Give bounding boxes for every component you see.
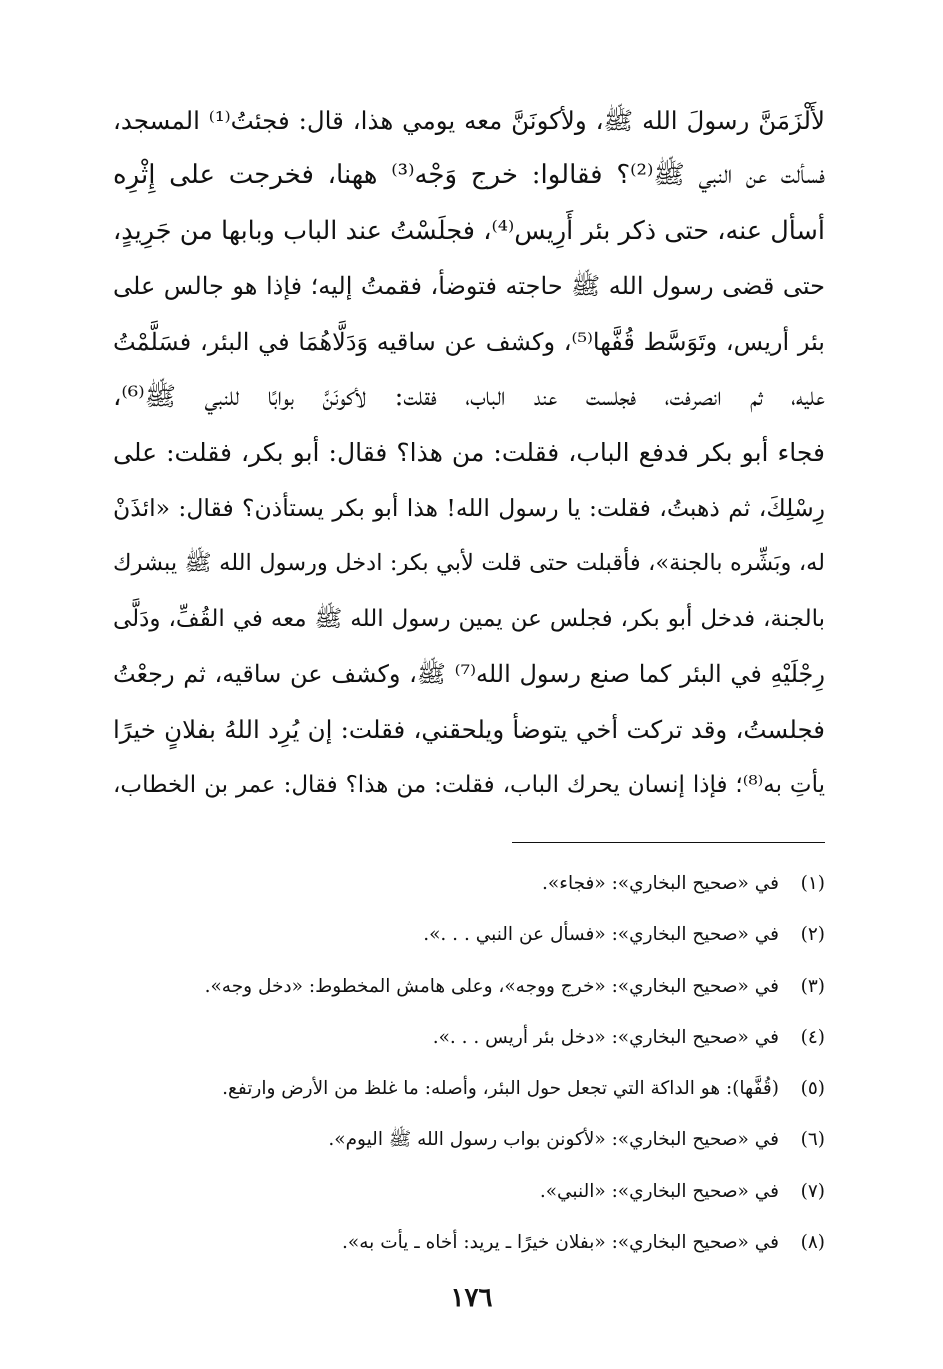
footnote	[113, 1012, 825, 1063]
footnote-text: (قُفَّها): هو الداكة التي تجعل حول البئر، وأصله: ما غلظ من الأرض وارتفع.	[222, 1078, 779, 1100]
text-line: يأتِ به⁽⁸⁾؛ فإذا إنسان يحرك الباب، فقلت: من هذا؟ فقال: عمر بن الخطاب،	[113, 771, 825, 798]
text-line: بالجنة، فدخل أبو بكر، فجلس عن يمين رسول الله ﷺ معه في القُفِّ، ودَلَّى	[113, 605, 825, 632]
footnote-number: (٤)	[800, 1026, 825, 1048]
page-number: ١٧٦	[450, 1283, 493, 1313]
text-line: أسأل عنه، حتى ذكر بئر أَرِيس⁽⁴⁾، فجلَسْتُ عند الباب وبابها من جَرِيدٍ،	[113, 215, 826, 246]
footnote-text: في «صحيح البخاري»: «خرج ووجه»، وعلى هامش المخطوط: «دخل وجه».	[204, 975, 779, 997]
text-line: رِسْلِكَ، ثم ذهبتُ، فقلت: يا رسول الله! هذا أبو بكر يستأذن؟ فقال: «ائذَنْ	[113, 493, 825, 522]
footnote-text: في «صحيح البخاري»: «النبي».	[539, 1180, 779, 1202]
footnote-text: في «صحيح البخاري»: «فجاء».	[542, 873, 779, 894]
text-line: عليه، ثم انصرفت، فجلست عند الباب، فقلت: لأكونَنَّ بوابًا للنبي ﷺ⁽⁶⁾،	[113, 381, 825, 412]
footnotes-block	[113, 858, 825, 1268]
text-line: حتى قضى رسول الله ﷺ حاجته فتوضأ، فقمتُ إليه؛ فإذا هو جالس على	[113, 272, 825, 301]
footnote	[113, 858, 825, 909]
text-line: فجاء أبو بكر فدفع الباب، فقلت: من هذا؟ فقال: أبو بكر، فقلت: على	[113, 438, 825, 468]
text-line: بئر أريس، وتَوَسَّط قُفَّها⁽⁵⁾، وكشف عن ساقيه وَدَلَّاهُمَا في البئر، فسَلَّمْتُ	[113, 327, 825, 356]
footnote-number: (٨)	[800, 1232, 825, 1254]
footnote	[113, 1166, 825, 1217]
main-text-block	[113, 93, 825, 813]
footnote-number: (٢)	[800, 924, 825, 946]
footnote	[113, 1063, 825, 1114]
footnote-number: (٥)	[800, 1078, 825, 1100]
footnote	[113, 961, 825, 1012]
footnote-text: في «صحيح البخاري»: «بفلان خيرًا ـ يريد: أخاه ـ يأت به».	[342, 1232, 779, 1254]
footnote	[113, 909, 825, 960]
footnote-number: (٧)	[800, 1180, 825, 1202]
footnote-separator	[512, 842, 825, 843]
footnote	[113, 1217, 825, 1268]
footnote	[113, 1114, 825, 1165]
text-line: فسألت عن النبي ﷺ⁽²⁾؟ فقالوا: خرج وَجْه⁽³⁾ ههنا، فخرجت على إِثْرِه	[113, 160, 825, 191]
footnote-text: في «صحيح البخاري»: «لأكونن بواب رسول الله ﷺ اليوم».	[328, 1129, 779, 1151]
text-line: فجلستُ، وقد تركت أخي يتوضأ ويلحقني، فقلت: إن يُرِد اللهُ بفلانٍ خيرًا	[113, 715, 825, 745]
footnote-text: في «صحيح البخاري»: «فسأل عن النبي . . .».	[423, 924, 779, 946]
footnote-text: في «صحيح البخاري»: «دخل بئر أريس . . .».	[432, 1026, 779, 1048]
footnote-number: (٣)	[800, 975, 825, 997]
footnote-number: (١)	[800, 873, 825, 894]
text-line: لأَلْزَمَنَّ رسولَ الله ﷺ، ولأكونَنَّ معه يومي هذا، قال: فجئتُ⁽¹⁾ المسجد،	[113, 106, 825, 135]
text-line: رِجْلَيْهِ في البئر كما صنع رسول الله⁽⁷⁾ ﷺ، وكشف عن ساقيه، ثم رجعْتُ	[113, 659, 825, 688]
footnote-number: (٦)	[800, 1129, 825, 1151]
text-line: له، وبَشِّره بالجنة»، فأقبلت حتى قلت لأبي بكر: ادخل ورسول الله ﷺ يبشرك	[113, 550, 825, 577]
